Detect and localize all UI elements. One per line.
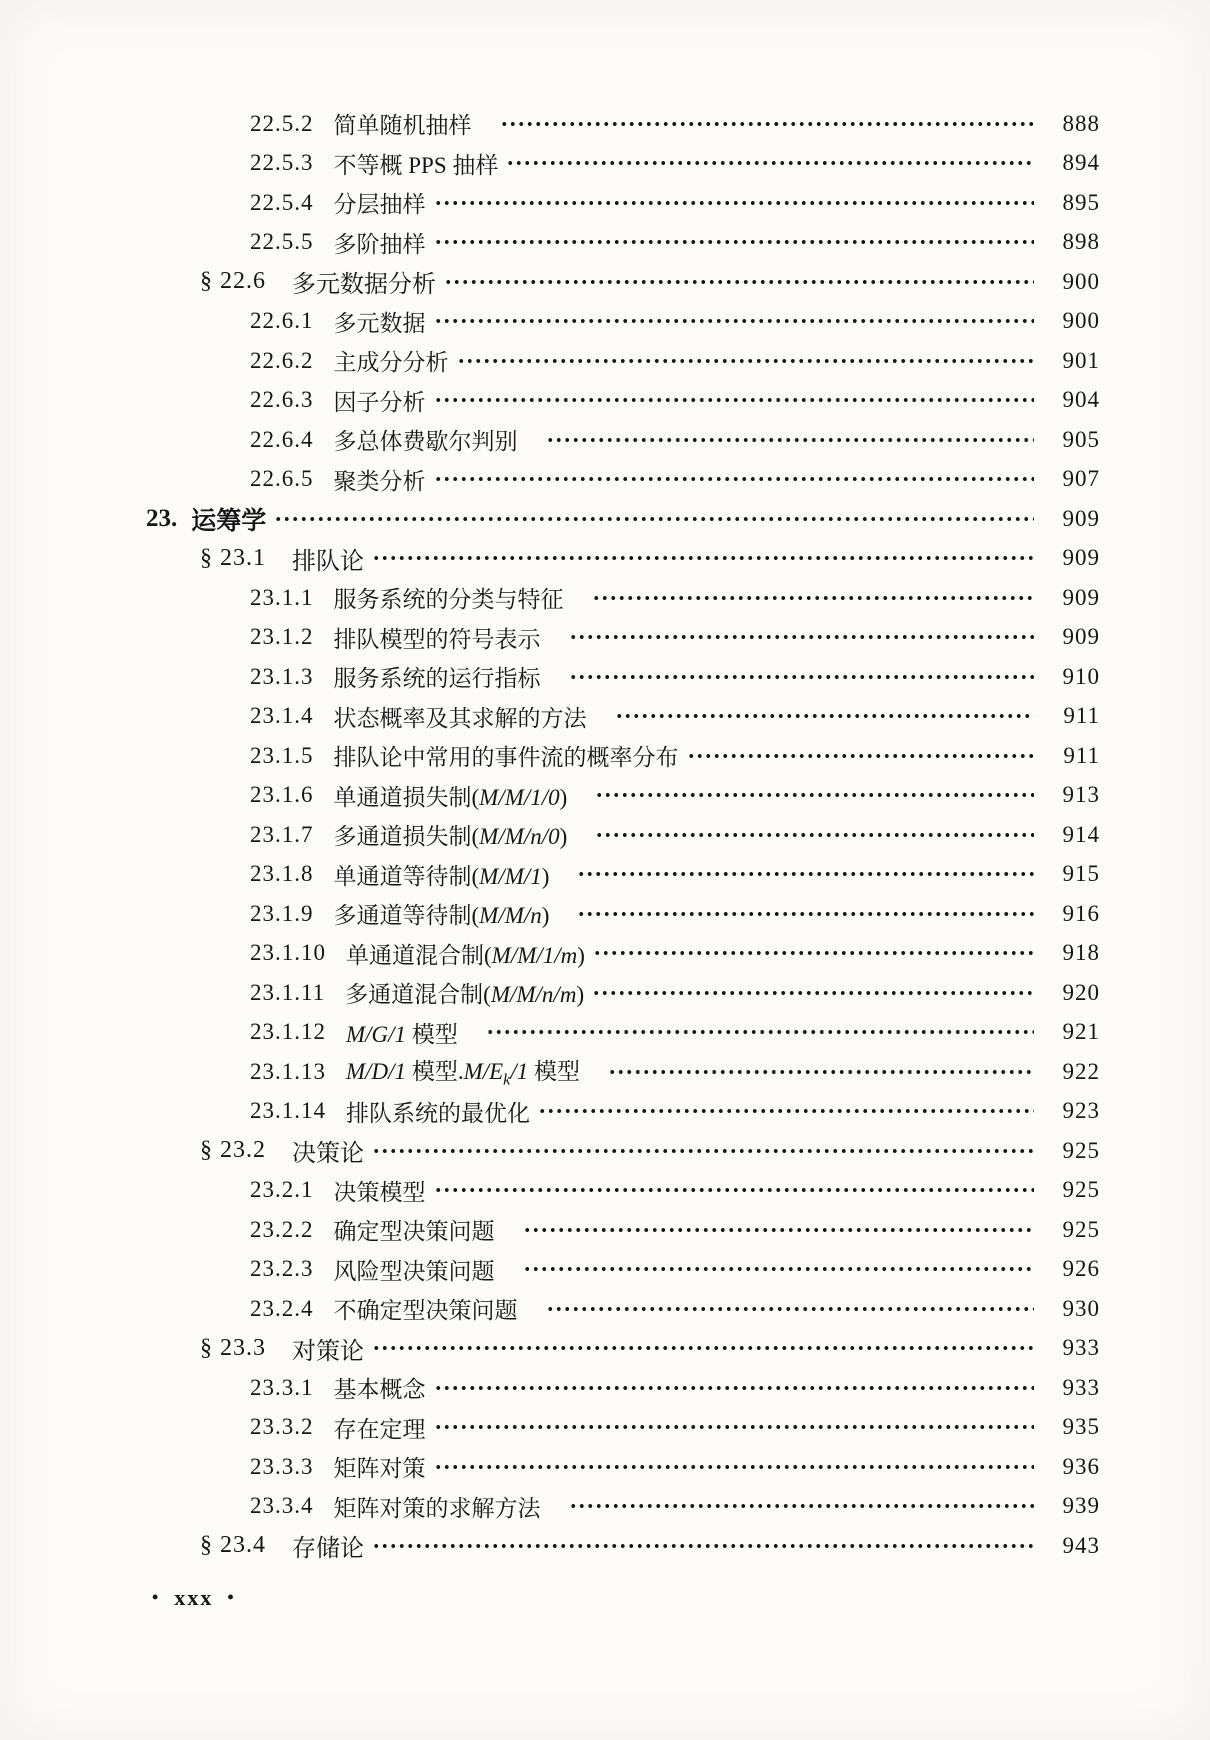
entry-page: 913 [1062,782,1100,808]
entry-page: 905 [1062,426,1100,452]
dot-leader [538,1106,1034,1116]
entry-page: 895 [1062,189,1100,215]
entry-number: 23.1.7 [250,821,314,847]
entry-title: 运筹学 [191,507,267,535]
entry-page: 898 [1062,229,1100,255]
entry-page: 920 [1062,979,1100,1005]
footer-left-bullet: • [152,1587,161,1607]
toc-entry [0,420,1210,460]
dot-leader [595,830,1034,840]
entry-page: 923 [1062,1098,1100,1124]
toc-entry [0,1447,1210,1487]
dot-leader [506,158,1034,168]
entry-number: 23.1.14 [250,1098,326,1124]
entry-page: 904 [1062,387,1100,413]
entry-title: 简单随机抽样 [333,113,472,139]
dot-leader [372,1343,1034,1353]
footer-right-bullet: • [227,1587,236,1607]
entry-number: 22.6.3 [250,387,314,413]
toc-entry [0,697,1210,737]
dot-leader [569,672,1035,682]
toc-entry [0,657,1210,697]
dot-leader [577,869,1034,879]
entry-title: 多元数据分析 [292,272,436,299]
toc-entry [0,341,1210,381]
entry-page: 894 [1062,150,1100,176]
toc-entry [0,1408,1210,1448]
entry-number: 22.6.4 [250,426,314,452]
entry-page: 943 [1062,1532,1100,1558]
entry-page: 909 [1062,505,1100,531]
entry-title: 因子分析 [333,389,426,415]
entry-page: 909 [1062,584,1100,610]
entry-number: 22.6.2 [250,347,314,373]
entry-number: 23.1.4 [250,703,314,729]
entry-title: M/D/1 模型$.M/E_k/1$ 模型 [346,1059,580,1090]
entry-number: 23.1.2 [250,624,314,650]
dot-leader [274,514,1034,524]
entry-page: 900 [1062,268,1100,294]
dot-leader [434,316,1035,326]
dot-leader [444,277,1034,287]
dot-leader [577,909,1034,919]
entry-number: 23.1.9 [250,900,314,926]
toc-entry [0,1131,1210,1171]
entry-page: 916 [1062,900,1100,926]
dot-leader [500,119,1035,129]
entry-title: 状态概率及其求解的方法 [333,705,587,731]
toc-entry [0,815,1210,855]
entry-page: 922 [1062,1058,1100,1084]
entry-page: 901 [1062,347,1100,373]
entry-number: 23.1.12 [250,1019,326,1045]
toc-entry [0,1092,1210,1132]
entry-page: 907 [1062,466,1100,492]
toc-entry [0,855,1210,895]
entry-title: 分层抽样 [333,192,426,218]
entry-page: 930 [1062,1295,1100,1321]
entry-title: 排队论 [292,548,364,575]
toc-entry [0,539,1210,579]
toc-entry [0,499,1210,539]
dot-leader [434,198,1035,208]
toc-entry [0,1052,1210,1092]
entry-title: 多元数据 [333,310,426,336]
dot-leader [615,711,1035,721]
entry-page: 915 [1062,861,1100,887]
entry-title: M/G/1 模型 [346,1021,458,1047]
dot-leader [434,1462,1035,1472]
toc-entry [0,1487,1210,1527]
toc-entry [0,144,1210,184]
entry-title: 基本概念 [333,1377,426,1403]
dot-leader [372,553,1034,563]
entry-page: 888 [1062,110,1100,136]
toc-entry [0,1526,1210,1566]
entry-title: 单通道损失制(M/M/1/0) [333,784,568,810]
entry-page: 939 [1062,1493,1100,1519]
entry-page: 925 [1062,1216,1100,1242]
entry-number: 23.2.3 [250,1256,314,1282]
toc-entry [0,302,1210,342]
dot-leader [434,1383,1035,1393]
entry-page: 936 [1062,1453,1100,1479]
entry-number: 23.1.8 [250,861,314,887]
entry-number: § 23.2 [200,1137,266,1164]
toc-entry [0,1289,1210,1329]
toc-entry [0,1250,1210,1290]
entry-title: 存储论 [292,1536,364,1563]
entry-title: 服务系统的运行指标 [333,666,541,692]
toc-entry [0,381,1210,421]
toc-entry [0,736,1210,776]
toc-entry [0,1368,1210,1408]
entry-page: 926 [1062,1256,1100,1282]
dot-leader [372,1541,1034,1551]
dot-leader [523,1225,1035,1235]
entry-number: 23.1.6 [250,782,314,808]
entry-page: 914 [1062,821,1100,847]
entry-number: 22.5.2 [250,110,314,136]
entry-page: 933 [1062,1335,1100,1361]
dot-leader [569,1501,1035,1511]
entry-title: 主成分分析 [333,350,449,376]
entry-page: 933 [1062,1374,1100,1400]
dot-leader [434,1185,1035,1195]
toc-entry [0,104,1210,144]
entry-number: 23.3.1 [250,1374,314,1400]
toc-entry [0,618,1210,658]
entry-title: 确定型决策问题 [333,1219,495,1245]
entry-page: 909 [1062,624,1100,650]
entry-page: 909 [1062,545,1100,571]
entry-title: 排队系统的最优化 [346,1100,530,1126]
toc-entry [0,1210,1210,1250]
entry-page: 911 [1063,742,1100,768]
dot-leader [592,593,1035,603]
entry-page: 925 [1062,1137,1100,1163]
entry-title: 多总体费歇尔判别 [333,429,518,455]
entry-title: 多阶抽样 [333,231,426,257]
entry-title: 多通道混合制(M/M/n/m) [345,982,585,1008]
entry-title: 服务系统的分类与特征 [333,587,564,613]
dot-leader [569,632,1035,642]
entry-number: 23.1.11 [250,979,326,1005]
dot-leader [486,1027,1034,1037]
entry-title: 矩阵对策 [333,1456,426,1482]
dot-leader [687,751,1035,761]
toc-entry [0,1329,1210,1369]
entry-number: 23.3.3 [250,1453,314,1479]
toc-entry [0,776,1210,816]
entry-page: 918 [1062,940,1100,966]
entry-number: 22.6.5 [250,466,314,492]
toc-entry [0,460,1210,500]
entry-number: § 23.4 [200,1532,266,1559]
entry-title: 不确定型决策问题 [333,1298,518,1324]
entry-title: 矩阵对策的求解方法 [333,1495,541,1521]
entry-title: 多通道等待制(M/M/n) [333,903,550,929]
entry-page: 910 [1062,663,1100,689]
dot-leader [372,1146,1034,1156]
toc-entry [0,578,1210,618]
toc-entry [0,973,1210,1013]
toc-entry [0,1171,1210,1211]
entry-number: 23. [146,504,178,532]
entry-number: 23.2.4 [250,1295,314,1321]
entry-number: 23.3.2 [250,1414,314,1440]
toc-entry [0,223,1210,263]
entry-title: 对策论 [292,1338,364,1365]
entry-title: 决策模型 [333,1179,426,1205]
toc-entry [0,183,1210,223]
toc-list [0,104,1210,1566]
entry-number: 23.2.1 [250,1177,314,1203]
footer-page-label: xxx [174,1585,214,1610]
entry-number: 22.6.1 [250,308,314,334]
dot-leader [434,1422,1035,1432]
entry-number: § 23.1 [200,544,266,571]
entry-number: § 22.6 [200,268,266,295]
entry-number: § 23.3 [200,1334,266,1361]
entry-page: 935 [1062,1414,1100,1440]
entry-number: 23.1.13 [250,1058,326,1084]
entry-number: 23.1.5 [250,742,314,768]
dot-leader [434,474,1035,484]
dot-leader [608,1067,1034,1077]
dot-leader [434,237,1035,247]
entry-number: 23.1.10 [250,940,326,966]
entry-title: 不等概 PPS 抽样 [333,152,499,178]
entry-title: 排队论中常用的事件流的概率分布 [333,745,679,771]
entry-title: 决策论 [292,1141,364,1168]
entry-number: 23.1.1 [250,584,314,610]
dot-leader [592,988,1034,998]
dot-leader [593,948,1034,958]
entry-number: 23.1.3 [250,663,314,689]
toc-entry [0,262,1210,302]
entry-title: 排队模型的符号表示 [333,626,541,652]
page-footer [138,1585,250,1611]
entry-title: 聚类分析 [333,468,426,494]
dot-leader [595,790,1034,800]
dot-leader [457,356,1035,366]
entry-page: 911 [1063,703,1100,729]
entry-number: 22.5.4 [250,189,314,215]
entry-title: 单通道等待制(M/M/1) [333,863,550,889]
toc-entry [0,894,1210,934]
dot-leader [523,1264,1035,1274]
toc-entry [0,1013,1210,1053]
entry-page: 900 [1062,308,1100,334]
entry-title: 单通道混合制(M/M/1/m) [346,942,585,968]
dot-leader [546,1304,1035,1314]
entry-title: 风险型决策问题 [333,1258,495,1284]
entry-title: 存在定理 [333,1416,426,1442]
entry-number: 22.5.5 [250,229,314,255]
toc-entry [0,934,1210,974]
entry-page: 921 [1062,1019,1100,1045]
dot-leader [546,435,1035,445]
entry-title: 多通道损失制(M/M/n/0) [333,824,568,850]
entry-number: 22.5.3 [250,150,314,176]
dot-leader [434,395,1035,405]
entry-number: 23.2.2 [250,1216,314,1242]
entry-page: 925 [1062,1177,1100,1203]
entry-number: 23.3.4 [250,1493,314,1519]
